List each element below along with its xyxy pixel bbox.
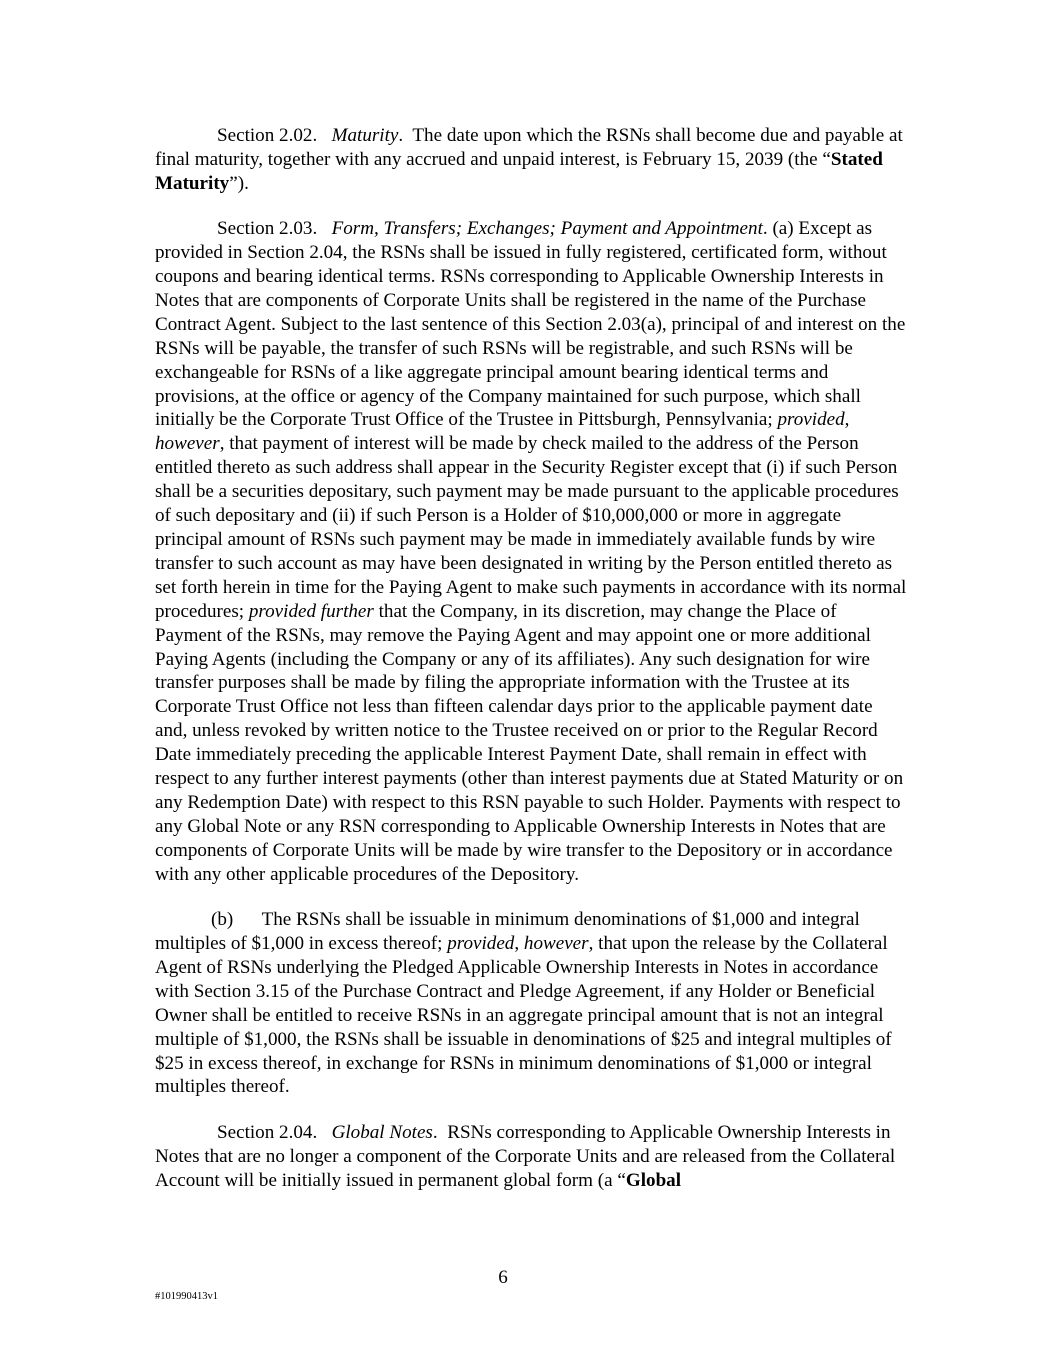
however-term: however <box>155 433 220 455</box>
section-2-02-paragraph: Section 2.02. Maturity. The date upon which the RSNs shall become due and payable at final maturity, together with any accrued and unpaid interest, is February 15, 2039 (the “Stated Maturity”). <box>155 125 903 194</box>
provided-further-term: provided further <box>248 600 374 622</box>
however-term-b: however <box>523 933 589 954</box>
section-2-04-paragraph: Section 2.04. Global Notes. RSNs corresponding to Applicable Ownership Interests in Notes that are no longer a component of the Corporate Units and are released from the Collateral Account will be initially issued in permanent global form (a “Global <box>155 1121 896 1191</box>
separator-comma-b: , <box>514 933 524 954</box>
section-2-02-label: Section 2.02. <box>217 125 318 146</box>
section-2-04-text: RSNs corresponding to Applicable Ownership Interests in Notes that are no longer a component of the Corporate Units and are released from the Collateral Account will be initially issued in permanent global form (a “ <box>155 1121 896 1191</box>
provided-term: provided <box>777 409 845 431</box>
subsection-b-label: (b) <box>211 909 234 931</box>
section-2-02-title: Maturity <box>331 125 399 146</box>
page-number: 6 <box>498 1267 508 1288</box>
section-2-04-label: Section 2.04. <box>217 1121 318 1143</box>
section-2-03-text-3: that the Company, in its discretion, may change the Place of Payment of the RSNs, may remove the Paying Agent and may appoint one or more additional Paying Agents (including the Company or any of its affiliates). Any such designation for wire transfer purposes shall be made by filing the appropriate information with the Trustee at its Corporate Trust Office not less than fifteen calendar days prior to the applicable payment date and, unless revoked by written notice to the Trustee received on or prior to the Regular Record Date immediately preceding the applicable Interest Payment Date, shall remain in effect with respect to any further interest payments (other than interest payments due at Stated Maturity or on any Redemption Date) with respect to this RSN payable to such Holder. Payments with respect to any Global Note or any RSN corresponding to Applicable Ownership Interests in Notes that are components of Corporate Units will be made by wire transfer to the Depository or in accordance with any other applicable procedures of the Depository. <box>155 600 904 885</box>
section-2-03-b-paragraph <box>155 908 907 1099</box>
section-2-04-title: Global Notes <box>331 1121 433 1143</box>
section-2-03-text-2: , that payment of interest will be made by check mailed to the address of the Person entitled thereto as such address shall appear in the Security Register except that (i) if such Person shall be a securities depositary, such payment may be made pursuant to the applicable procedures of such depositary and (ii) if such Person is a Holder of $10,000,000 or more in aggregate principal amount of RSNs such payment may be made in immediately available funds by wire transfer to such account as may have been designated in writing by the Person entitled thereto as set forth herein in time for the Paying Agent to make such payments in accordance with its normal procedures; <box>155 433 907 622</box>
section-2-02-text: The date upon which the RSNs shall become due and payable at final maturity, together with any accrued and unpaid interest, is February 15, 2039 (the “ <box>155 125 903 170</box>
section-2-03-title: Form, Transfers; Exchanges; Payment and Appointment <box>331 218 763 240</box>
defined-term-stated-maturity: Stated Maturity <box>155 148 883 194</box>
section-2-03-paragraph <box>155 217 907 886</box>
section-2-03-text-1: . (a) Except as provided in Section 2.04, the RSNs shall be issued in fully registered, certificated form, without coupons and bearing identical terms. RSNs corresponding to Applicable Ownership Interests in Notes that are components of Corporate Units shall be registered in the name of the Purchase Contract Agent. Subject to the last sentence of this Section 2.03(a), principal of and interest on the RSNs will be payable, the transfer of such RSNs will be registrable, and such RSNs will be exchangeable for RSNs of a like aggregate principal amount bearing identical terms and provisions, at the office or agency of the Company maintained for such purpose, which shall initially be the Corporate Trust Office of the Trustee in Pittsburgh, Pennsylvania; <box>155 218 906 431</box>
separator-comma: , <box>844 409 850 431</box>
document-body <box>155 124 907 1193</box>
section-2-02-text-end: ”). <box>229 172 249 194</box>
provided-term-b: provided <box>447 933 515 954</box>
defined-term-global: Global <box>625 1169 682 1191</box>
section-2-03-label: Section 2.03. <box>217 218 318 240</box>
section-2-03-b-text-1: The RSNs shall be issuable in minimum denominations of $1,000 and integral multiples of $1,000 in excess thereof; <box>155 909 860 954</box>
document-id: #101990413v1 <box>155 1291 218 1302</box>
section-2-03-b-text-2: , that upon the release by the Collateral Agent of RSNs underlying the Pledged Applicable Ownership Interests in Notes in accordance with Section 3.15 of the Purchase Contract and Pledge Agreement, if any Holder or Beneficial Owner shall be entitled to receive RSNs in an aggregate principal amount that is not an integral multiple of $1,000, the RSNs shall be issuable in denominations of $25 and integral multiples of $25 in excess thereof, in exchange for RSNs in minimum denominations of $1,000 or integral multiples thereof. <box>155 933 892 1098</box>
